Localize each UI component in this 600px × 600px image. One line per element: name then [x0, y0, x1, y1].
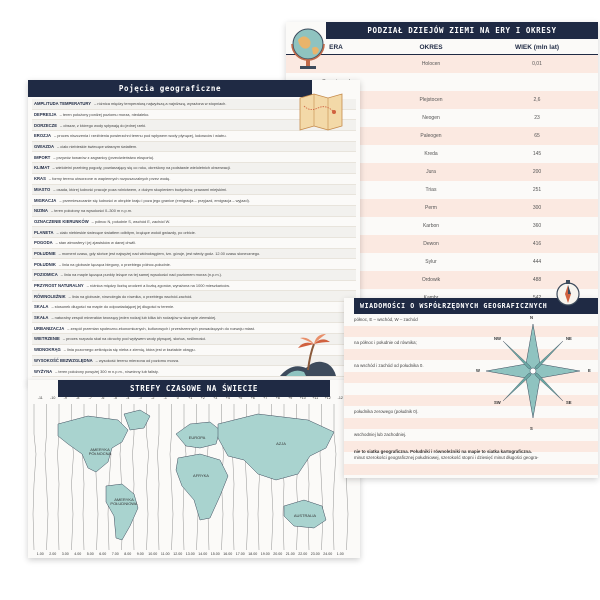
timezone-bottom-label: 12.00	[173, 552, 183, 556]
concept-term: KLIMAT	[34, 165, 50, 171]
geology-cell-age: 300	[532, 205, 542, 211]
concept-term: WYSOKOŚĆ BEZWZGLĘDNA	[34, 357, 93, 363]
timezone-top-label: -10	[50, 396, 56, 400]
concept-definition: – różnica między temperaturą najwyższą a najniższą, wyrażona w stopniach.	[94, 101, 227, 107]
concept-definition: – linia na globusie łącząca bieguny, o przebiegu północ-południe.	[58, 261, 171, 267]
label-south-america: AMERYKA POŁUDNIOWA	[110, 497, 138, 507]
geology-cell-period: Perm	[425, 205, 437, 211]
timezone-bottom-label: 22.00	[298, 552, 308, 556]
timezone-top-label: +12	[324, 396, 331, 400]
geology-cell-period: Paleogen	[420, 133, 442, 139]
timezone-bottom-label: 11.00	[160, 552, 170, 556]
list-item	[32, 206, 356, 217]
geology-cell-period: Holocen	[421, 61, 441, 67]
timezone-top-label: -12	[337, 396, 343, 400]
asia-shape	[218, 414, 334, 480]
concept-definition: – formy terenu utworzone w wapiennych rozpuszczalnych przez wodę.	[48, 176, 171, 182]
timezone-bottom-label: 4.00	[74, 552, 82, 556]
timezone-top-label: -8	[76, 396, 80, 400]
timezones-sheet	[28, 380, 360, 558]
timezone-bottom-label: 15.00	[210, 552, 220, 556]
concept-definition: – stan atmosfery i jej zjawisków w danej chwili.	[55, 240, 137, 246]
label-north-america: AMERYKA PÓŁNOCNA	[88, 447, 112, 457]
concept-definition: – przywóz towarów z zagranicy (przeciwieństwo eksportu).	[53, 154, 155, 160]
list-item	[32, 163, 356, 174]
concept-term: POZIOMICA	[34, 272, 58, 278]
concept-term: IMPORT	[34, 154, 51, 160]
geology-cell-age: 200	[532, 169, 542, 175]
list-item	[32, 281, 356, 292]
geology-header-row	[286, 39, 598, 55]
geology-cell-age: 416	[532, 241, 542, 247]
timezone-bottom-label: 3.00	[61, 552, 69, 556]
concept-term: DORZECZE	[34, 122, 58, 128]
concept-definition: – linia na mapie łącząca punkty leżące na tej samej wysokości nad poziomem morza (n.p.m.).	[60, 272, 223, 278]
concept-definition: – teren położony na wysokości 0–300 m n.p.m.	[50, 208, 133, 214]
timezone-top-label: +1	[188, 396, 193, 400]
compass-nw: NW	[494, 336, 501, 341]
concept-term: MIASTO	[34, 186, 51, 192]
geology-cell-period: Kambr	[423, 295, 439, 298]
geology-cell-period: Plejstocen	[419, 97, 443, 103]
compass-e: E	[588, 368, 591, 373]
geology-cell-age: 444	[532, 259, 542, 265]
list-item	[32, 291, 356, 302]
timezone-line	[33, 404, 36, 550]
geology-cell-age: 0,01	[532, 61, 542, 67]
geology-cell-period: Dewon	[423, 241, 439, 247]
concept-definition: – linia pozornego zetknięcia się nieba z ziemią, która jest w kształcie okręgu.	[63, 347, 196, 353]
concept-definition: – zespół przemian społeczno-ekonomicznych, kulturowych i przestrzennych prowadzących do rozwoju miast.	[67, 325, 255, 331]
timezone-top-label: +11	[312, 396, 319, 400]
concept-term: AMPLITUDA TEMPERATURY	[34, 101, 92, 107]
label-africa: AFRYKA	[193, 473, 209, 478]
coordinates-text-row: minut szerokości geograficznej południowej, szerokość stopni i dziesięć minut długości geogra-	[354, 455, 539, 461]
compass-s: S	[530, 426, 533, 431]
list-item	[32, 195, 356, 206]
concept-definition: – obszar, z którego wody spływają do jednej rzeki.	[60, 122, 147, 128]
timezone-bottom-label: 10.00	[148, 552, 158, 556]
geology-header-era: ERA	[329, 44, 343, 51]
concept-term: SKALA	[34, 304, 49, 310]
timezone-top-label: -7	[88, 396, 92, 400]
timezone-top-label: -5	[113, 396, 117, 400]
list-item	[32, 174, 356, 185]
concept-definition: – stosunek długości na mapie do odpowiadającej jej długości w terenie.	[51, 304, 175, 310]
timezone-bottom-label: 19.00	[260, 552, 270, 556]
timezone-bottom-label: 23.00	[310, 552, 320, 556]
concept-definition: – osada, której ludność pracuje poza rolnictwem, z dużym skupieniem budynków, prawami miejskimi.	[53, 186, 228, 192]
timezone-top-label: -11	[37, 396, 43, 400]
timezone-bottom-label: 20.00	[273, 552, 283, 556]
geology-cell-age: 542	[532, 295, 542, 298]
timezone-line	[45, 404, 48, 550]
list-item	[32, 142, 356, 153]
coordinates-text-row: na wschód i zachód od południka 0.	[354, 363, 424, 369]
africa-shape	[176, 454, 228, 520]
geology-cell-period: Trias	[425, 187, 437, 193]
coordinates-text-row: na północ i południe od równika;	[354, 340, 417, 346]
concept-definition: – linia na globusie, równoległa do równika, o przebiegu wschód-zachód.	[68, 293, 193, 299]
list-item	[32, 259, 356, 270]
timezone-top-label: -3	[138, 396, 142, 400]
concept-term: EROZJA	[34, 133, 51, 139]
timezone-bottom-label: 7.00	[111, 552, 119, 556]
concept-term: URBANIZACJA	[34, 325, 65, 331]
timezone-top-label: 0	[176, 396, 179, 400]
concept-term: RÓWNOLEŻNIK	[34, 293, 66, 299]
list-item	[32, 302, 356, 313]
coordinates-footer: nie to siatka geograficzna. Południki i równoleżniki na mapie to siatka kartograficzna.	[354, 449, 532, 454]
timezone-top-label: +5	[238, 396, 243, 400]
timezone-bottom-label: 2.00	[49, 552, 57, 556]
concept-definition: – wieloletni przebieg pogody, powtarzający się co roku, określony na podstawie wieloletnich obserwacji.	[52, 165, 231, 171]
compass-rose-icon	[478, 316, 588, 426]
south-america-shape	[106, 484, 138, 540]
geology-cell-period: Sylur	[425, 259, 437, 265]
timezone-line	[147, 404, 149, 550]
timezone-top-label: +8	[275, 396, 280, 400]
timezone-top-label: +3	[213, 396, 218, 400]
timezone-bottom-label: 8.00	[124, 552, 132, 556]
concept-term: DEPRESJA	[34, 112, 57, 118]
coordinates-title: WIADOMOŚCI O WSPÓŁRZĘDNYCH GEOGRAFICZNYCH	[354, 298, 598, 314]
geology-header-age: WIEK (mln lat)	[514, 44, 560, 51]
timezone-bottom-label: 21.00	[285, 552, 295, 556]
compass-n: N	[530, 315, 534, 320]
concept-definition: – teren położony poniżej poziomu morza, niedaleko.	[59, 112, 150, 118]
geology-cell-age: 360	[532, 223, 542, 229]
concept-term: NIZINA	[34, 208, 48, 214]
concept-definition: – teren położony powyżej 300 m n.p.m., równinny lub falisty.	[55, 368, 159, 374]
compass-w: W	[476, 368, 480, 373]
globe-icon	[286, 22, 330, 74]
timezones-title: STREFY CZASOWE NA ŚWIECIE	[58, 380, 330, 397]
compass-se: SE	[566, 400, 572, 405]
timezone-top-label: -1	[163, 396, 167, 400]
folded-map-icon	[296, 92, 354, 132]
geology-cell-age: 65	[534, 133, 540, 139]
coordinates-sheet	[344, 298, 598, 478]
geology-cell-period: Kreda	[424, 151, 438, 157]
concepts-sheet	[28, 80, 360, 384]
concept-definition: – naturalny zespół minerałów tworzący jeden rodzaj lub kilka ich rodzajów w skorupie ziemskiej.	[51, 315, 217, 321]
timezone-bottom-label: 1.00	[336, 552, 344, 556]
coordinates-text-row	[344, 475, 598, 478]
north-america-shape	[58, 416, 128, 472]
timezone-bottom-label: 17.00	[235, 552, 245, 556]
list-item	[32, 249, 356, 260]
coordinates-text-row: północ, E – wschód, W – zachód	[354, 317, 418, 323]
concept-definition: – ciało niebieskie świecące światłem odbitym, krążące wokół gwiazdy, po orbicie.	[56, 229, 196, 235]
geology-header-period: OKRES	[419, 44, 443, 51]
timezone-bottom-label: 6.00	[99, 552, 107, 556]
timezone-top-label: -4	[126, 396, 130, 400]
timezone-top-label: +7	[263, 396, 268, 400]
timezone-bottom-label: 16.00	[223, 552, 233, 556]
concept-definition: – przemieszczanie się ludności w obrębie kraju i poza jego granice (emigracja – przyjazd, emigracja – wyjazd).	[59, 197, 250, 203]
geology-cell-age: 251	[532, 187, 542, 193]
timezone-top-label: -9	[63, 396, 67, 400]
list-item	[32, 185, 356, 196]
label-europe: EUROPA	[188, 435, 206, 440]
concept-definition: – wysokość terenu mierzona od poziomu morza.	[95, 357, 180, 363]
timezone-bottom-label: 24.00	[323, 552, 333, 556]
list-item	[32, 131, 356, 142]
compass-sw: SW	[494, 400, 501, 405]
list-item	[32, 227, 356, 238]
small-compass-icon	[555, 278, 581, 308]
coordinates-text-row: południka zerowego (południk 0).	[354, 409, 419, 415]
concept-term: POGODA	[34, 240, 53, 246]
geology-cell-period: Jura	[426, 169, 436, 175]
geology-cell-age: 145	[532, 151, 542, 157]
coordinates-text-row	[344, 464, 598, 476]
timezone-top-label: -6	[101, 396, 105, 400]
timezone-top-label: +6	[250, 396, 255, 400]
concept-definition: – moment czasu, gdy słońce jest najwyżej nad widnokręgiem, tzn. góruje, jest wtedy godz. 12.00 czasu słonecznego.	[58, 250, 261, 256]
concept-term: WYŻYNA	[34, 368, 53, 374]
concept-term: POŁUDNIE	[34, 250, 56, 256]
concept-term: OZNACZENIE KIERUNKÓW	[34, 218, 89, 224]
timezone-bottom-labels	[34, 552, 347, 556]
timezone-top-label: +10	[299, 396, 306, 400]
timezone-top-label: +4	[225, 396, 230, 400]
list-item	[32, 152, 356, 163]
table-row	[286, 55, 598, 73]
timezone-bottom-label: 14.00	[198, 552, 208, 556]
list-item	[32, 270, 356, 281]
concept-definition: – proces rozpadu skał na okruchy pod wpływem wody płynącej, słońca, roślinności.	[62, 336, 207, 342]
geology-cell-age: 2,6	[533, 97, 541, 103]
timezone-line	[158, 404, 160, 550]
concepts-title: Pojęcia geograficzne	[28, 80, 312, 97]
timezone-bottom-label: 13.00	[185, 552, 195, 556]
concept-term: PRZYROST NATURALNY	[34, 283, 84, 289]
label-australia: AUSTRALIA	[293, 513, 317, 518]
geology-cell-period: Neogen	[422, 115, 440, 121]
timezone-line	[170, 404, 173, 550]
timezone-top-label: -2	[151, 396, 155, 400]
palm-island-icon	[278, 332, 338, 380]
concept-definition: – ciało niebieskie świecące własnym światłem.	[57, 144, 138, 150]
timezone-bottom-label: 5.00	[86, 552, 94, 556]
concept-definition: – różnica między liczbą urodzeń a liczbą zgonów, wyrażona na 1000 mieszkańców.	[86, 283, 230, 289]
geology-cell-period: Karbon	[422, 223, 440, 229]
concept-term: POŁUDNIK	[34, 261, 56, 267]
timezone-top-label: +9	[288, 396, 293, 400]
geology-cell-period: Ordowik	[421, 277, 441, 283]
compass-ne: NE	[566, 336, 572, 341]
timezone-bottom-label: 9.00	[136, 552, 144, 556]
concept-term: GWIAZDA	[34, 144, 55, 150]
concept-term: PLANETA	[34, 229, 54, 235]
label-asia: AZJA	[276, 441, 286, 446]
concept-term: KRAS	[34, 176, 46, 182]
geology-cell-age: 23	[534, 115, 540, 121]
geology-title: PODZIAŁ DZIEJÓW ZIEMI NA ERY I OKRESY	[326, 22, 598, 39]
timezone-top-label: +2	[200, 396, 205, 400]
concept-definition: – północ N, południe S, wschód E, zachód W.	[91, 218, 171, 224]
concept-term: SKAŁA	[34, 315, 49, 321]
concept-term: MIGRACJA	[34, 197, 57, 203]
timezone-bottom-label: 18.00	[248, 552, 258, 556]
list-item	[32, 313, 356, 324]
list-item	[32, 217, 356, 228]
concept-term: WIDNOKRĄG	[34, 347, 61, 353]
geology-cell-age: 488	[532, 277, 542, 283]
timezone-bottom-label: 1.00	[36, 552, 44, 556]
greenland-shape	[124, 410, 150, 430]
concept-term: WIETRZENIE	[34, 336, 60, 342]
timezone-line	[333, 404, 336, 550]
list-item	[32, 238, 356, 249]
coordinates-text-row: wschodniej lub zachodniej.	[354, 432, 407, 438]
concept-definition: – proces niszczenia i rzeźbienia powierzchni terenu pod wpływem wody płynącej, lodowców i wiatru.	[54, 133, 227, 139]
